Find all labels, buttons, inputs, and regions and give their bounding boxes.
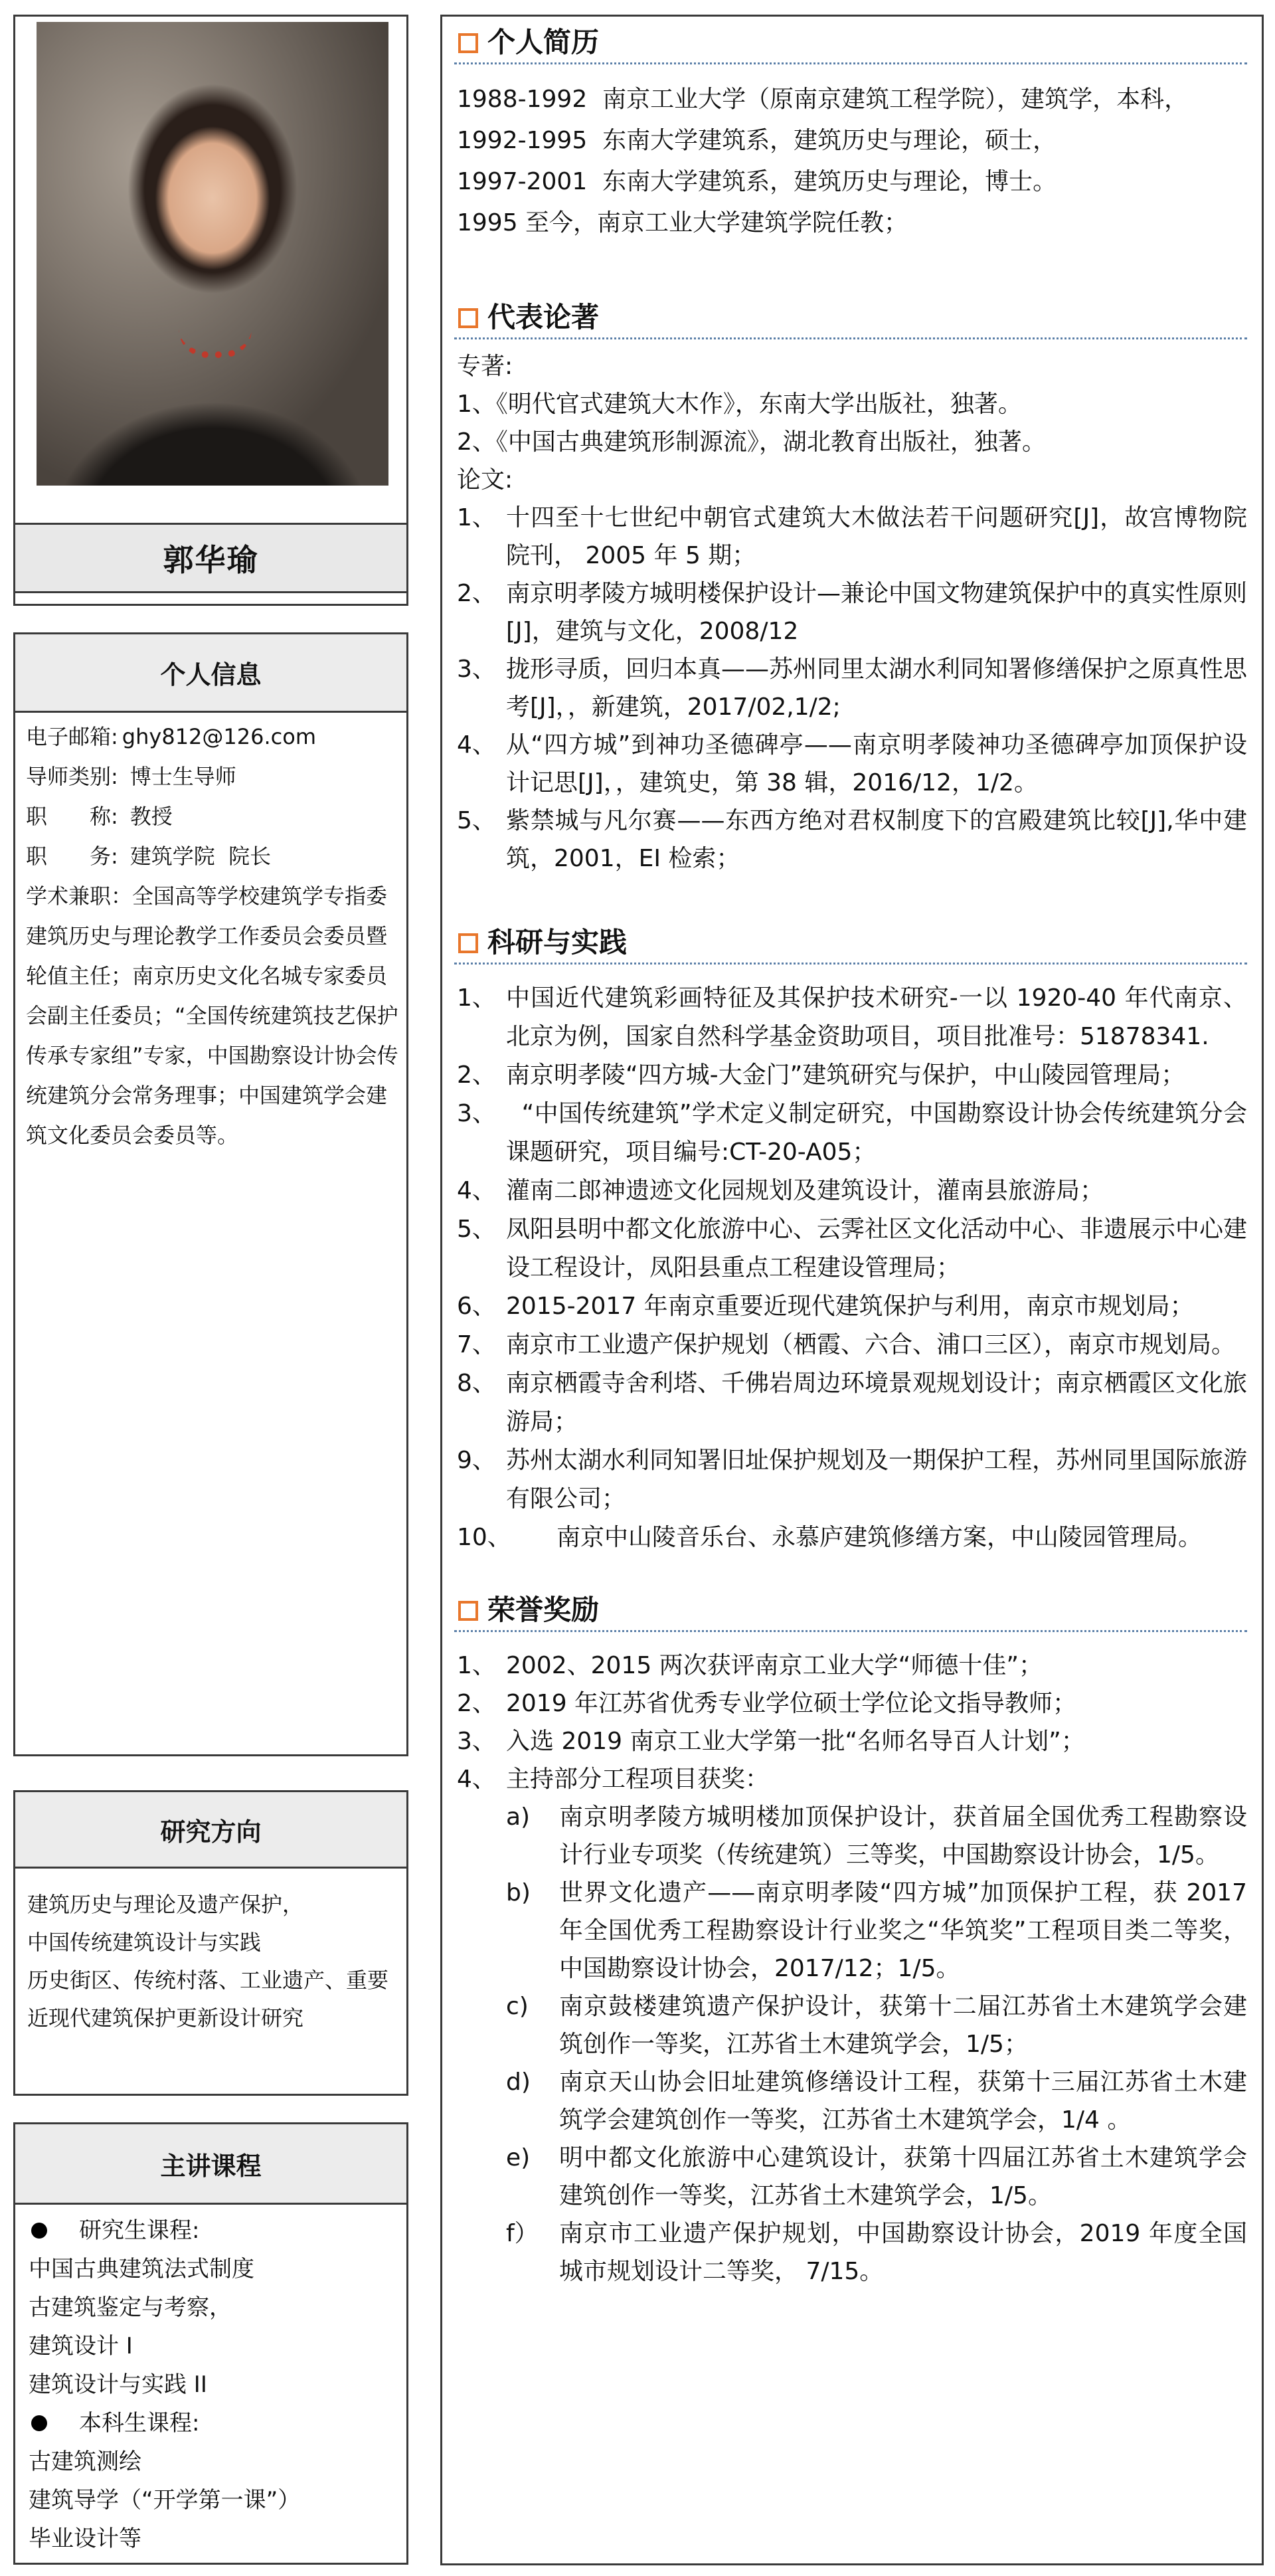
resume-line: 1997-2001 东南大学建筑系，建筑历史与理论，博士。 xyxy=(457,168,1057,195)
honor-item: 2、 2019 年江苏省优秀专业学位硕士学位论文指导教师； xyxy=(457,1690,1077,1717)
award-item: c) 南京鼓楼建筑遗产保护设计，获第十二届江苏省土木建筑学会建筑创作一等奖，江苏省土木建筑学会，1/5； xyxy=(506,1993,1247,2058)
award-item: e) 明中都文化旅游中心建筑设计，获第十四届江苏省土木建筑学会建筑创作一等奖，江苏省土木建筑学会，1/5。 xyxy=(506,2144,1247,2209)
bullet-icon xyxy=(31,2223,47,2239)
works-title xyxy=(454,292,1247,339)
monographs-label: 专著: xyxy=(457,353,513,380)
project-item: 2、 南京明孝陵“四方城-大金门”建筑研究与保护，中山陵园管理局； xyxy=(457,1061,1185,1089)
course-item: 古建筑测绘 xyxy=(29,2448,141,2475)
project-item: 7、 南京市工业遗产保护规划（栖霞、六合、浦口三区），南京市规划局。 xyxy=(457,1331,1236,1358)
section-square-icon xyxy=(458,933,478,953)
project-item: 5、 凤阳县明中都文化旅游中心、云霁社区文化活动中心、非遗展示中心建设工程设计，凤阳县重点工程建设管理局； xyxy=(457,1216,1248,1281)
resume-line: 1988-1992 南京工业大学（原南京建筑工程学院），建筑学，本科， xyxy=(457,86,1189,113)
paper-item: 4、 从“四方城”到神功圣德碑亭——南京明孝陵神功圣德碑亭加顶保护设计记思[J]，，建筑史，第 38 辑，2016/12，1/2。 xyxy=(457,731,1247,796)
honor-item: 4、 主持部分工程项目获奖： xyxy=(457,1766,770,1793)
undergrad-courses-label-row xyxy=(29,2404,400,2442)
rank-value: 教授 xyxy=(129,804,173,829)
resume-line: 1992-1995 东南大学建筑系，建筑历史与理论，硕士， xyxy=(457,127,1057,154)
research-line: 中国传统建筑设计与实践 xyxy=(27,1930,262,1955)
course-item: 毕业设计等 xyxy=(29,2526,141,2552)
papers-label: 论文: xyxy=(457,466,513,494)
portrait-photo xyxy=(37,22,388,486)
honor-item: 3、 入选 2019 南京工业大学第一批“名师名导百人计划”； xyxy=(457,1728,1085,1755)
personal-info-heading: 个人信息 xyxy=(15,634,406,713)
course-item: 建筑设计 I xyxy=(29,2333,133,2359)
email-row xyxy=(26,717,398,757)
profile-card xyxy=(13,15,408,606)
course-item: 中国古典建筑法式制度 xyxy=(29,2256,254,2282)
project-item: 9、 苏州太湖水利同知署旧址保护规划及一期保护工程，苏州同里国际旅游有限公司； xyxy=(457,1447,1248,1513)
resume-heading: 个人简历 xyxy=(487,26,600,58)
rank-label: 职 称: xyxy=(26,804,118,829)
supervisor-type-label: 导师类别: xyxy=(26,764,118,789)
monograph-item: 2、《中国古典建筑形制源流》，湖北教育出版社，独著。 xyxy=(457,428,1046,456)
section-square-icon xyxy=(458,308,478,328)
section-square-icon xyxy=(458,1601,478,1621)
works-heading: 代表论著 xyxy=(487,301,600,333)
person-name: 郭华瑜 xyxy=(15,525,406,591)
award-item: a) 南京明孝陵方城明楼加顶保护设计，获首届全国优秀工程勘察设计行业专项奖（传统建筑）三等奖，中国勘察设计协会，1/5。 xyxy=(506,1803,1247,1869)
personal-info-card xyxy=(13,632,408,1756)
research-line: 历史街区、传统村落、工业遗产、重要 xyxy=(27,1968,389,1993)
projects-heading: 科研与实践 xyxy=(487,926,628,959)
paper-item: 2、 南京明孝陵方城明楼保护设计—兼论中国文物建筑保护中的真实性原则[J]，建筑与文化，2008/12 xyxy=(457,580,1248,645)
post-row xyxy=(26,836,398,876)
graduate-courses-label: 研究生课程: xyxy=(79,2217,200,2244)
section-square-icon xyxy=(458,33,478,53)
course-item: 古建筑鉴定与考察， xyxy=(29,2294,232,2321)
project-item: 6、 2015-2017 年南京重要近现代建筑保护与利用，南京市规划局； xyxy=(457,1293,1194,1320)
supervisor-type-row xyxy=(26,757,398,796)
award-item: b) 世界文化遗产——南京明孝陵“四方城”加顶保护工程，获 2017 年全国优秀工程勘察设计行业奖之“华筑奖”工程项目类二等奖，中国勘察设计协会，2017/12；1/5。 xyxy=(506,1879,1247,1982)
email-label: 电子邮箱: xyxy=(26,724,118,749)
undergrad-courses-label: 本科生课程: xyxy=(79,2410,200,2437)
course-item: 建筑设计与实践 II xyxy=(29,2371,207,2398)
rank-row xyxy=(26,796,398,836)
courses-card xyxy=(13,2122,408,2565)
academic-roles: 学术兼职：全国高等学校建筑学专指委建筑历史与理论教学工作委员会委员暨轮值主任；南京历史文化名城专家委员会副主任委员；“全国传统建筑技艺保护传承专家组”专家，中国勘察设计协会传统建筑分会常务理事；中国建筑学会建筑文化委员会委员等。 xyxy=(26,883,398,1148)
course-item: 建筑导学（“开学第一课”） xyxy=(29,2487,301,2514)
project-item: 3、 “中国传统建筑”学术定义制定研究，中国勘察设计协会传统建筑分会课题研究，项目编号:CT-20-A05； xyxy=(457,1100,1247,1166)
honors-section xyxy=(442,1584,1262,2290)
project-item: 1、 中国近代建筑彩画特征及其保护技术研究-一以 1920-40 年代南京、北京为例，国家自然科学基金资助项目，项目批准号：51878341. xyxy=(457,984,1247,1050)
honors-heading: 荣誉奖励 xyxy=(487,1594,600,1626)
paper-item: 3、 拢形寻质，回归本真——苏州同里太湖水利同知署修缮保护之原真性思考[J]，，新建筑，2017/02,1/2; xyxy=(457,656,1248,721)
projects-title xyxy=(454,917,1247,965)
supervisor-type-value: 博士生导师 xyxy=(129,764,236,789)
research-card xyxy=(13,1790,408,2096)
research-line: 建筑历史与理论及遗产保护， xyxy=(27,1892,304,1917)
paper-item: 5、 紫禁城与凡尔赛——东西方绝对君权制度下的宫殿建筑比较[J],华中建筑，2001，EI 检索； xyxy=(457,807,1247,872)
projects-section xyxy=(442,917,1262,1557)
honor-item: 1、 2002、2015 两次获评南京工业大学“师德十佳”； xyxy=(457,1652,1043,1679)
project-item: 8、 南京栖霞寺舍利塔、千佛岩周边环境景观规划设计；南京栖霞区文化旅游局； xyxy=(457,1370,1248,1435)
resume-line: 1995 至今，南京工业大学建筑学院任教； xyxy=(457,209,908,236)
bullet-icon xyxy=(31,2415,47,2431)
courses-heading: 主讲课程 xyxy=(15,2124,406,2205)
monograph-item: 1、《明代官式建筑大木作》，东南大学出版社，独著。 xyxy=(457,391,1022,418)
project-item: 10、 南京中山陵音乐台、永慕庐建筑修缮方案，中山陵园管理局。 xyxy=(457,1524,1203,1551)
research-heading: 研究方向 xyxy=(15,1792,406,1869)
resume-title xyxy=(454,17,1247,64)
works-section xyxy=(442,292,1262,877)
project-item: 4、 灌南二郎神遗迹文化园规划及建筑设计，灌南县旅游局； xyxy=(457,1177,1104,1204)
email-value: ghy812@126.com xyxy=(122,724,316,749)
honors-title xyxy=(454,1584,1247,1632)
post-value: 建筑学院 院长 xyxy=(129,844,272,869)
award-item: f） 南京市工业遗产保护规划，中国勘察设计协会，2019 年度全国城市规划设计二等奖， 7/15。 xyxy=(506,2220,1247,2285)
graduate-courses-label-row xyxy=(29,2211,400,2250)
main-content xyxy=(440,15,1264,2565)
resume-section xyxy=(442,17,1262,244)
paper-item: 1、 十四至十七世纪中朝官式建筑大木做法若干问题研究[J]，故宫博物院院刊， 2005 年 5 期； xyxy=(457,504,1247,569)
post-label: 职 务: xyxy=(26,844,118,869)
research-line: 近现代建筑保护更新设计研究 xyxy=(27,2005,304,2031)
award-item: d) 南京天山协会旧址建筑修缮设计工程，获第十三届江苏省土木建筑学会建筑创作一等奖，江苏省土木建筑学会，1/4 。 xyxy=(506,2069,1247,2134)
